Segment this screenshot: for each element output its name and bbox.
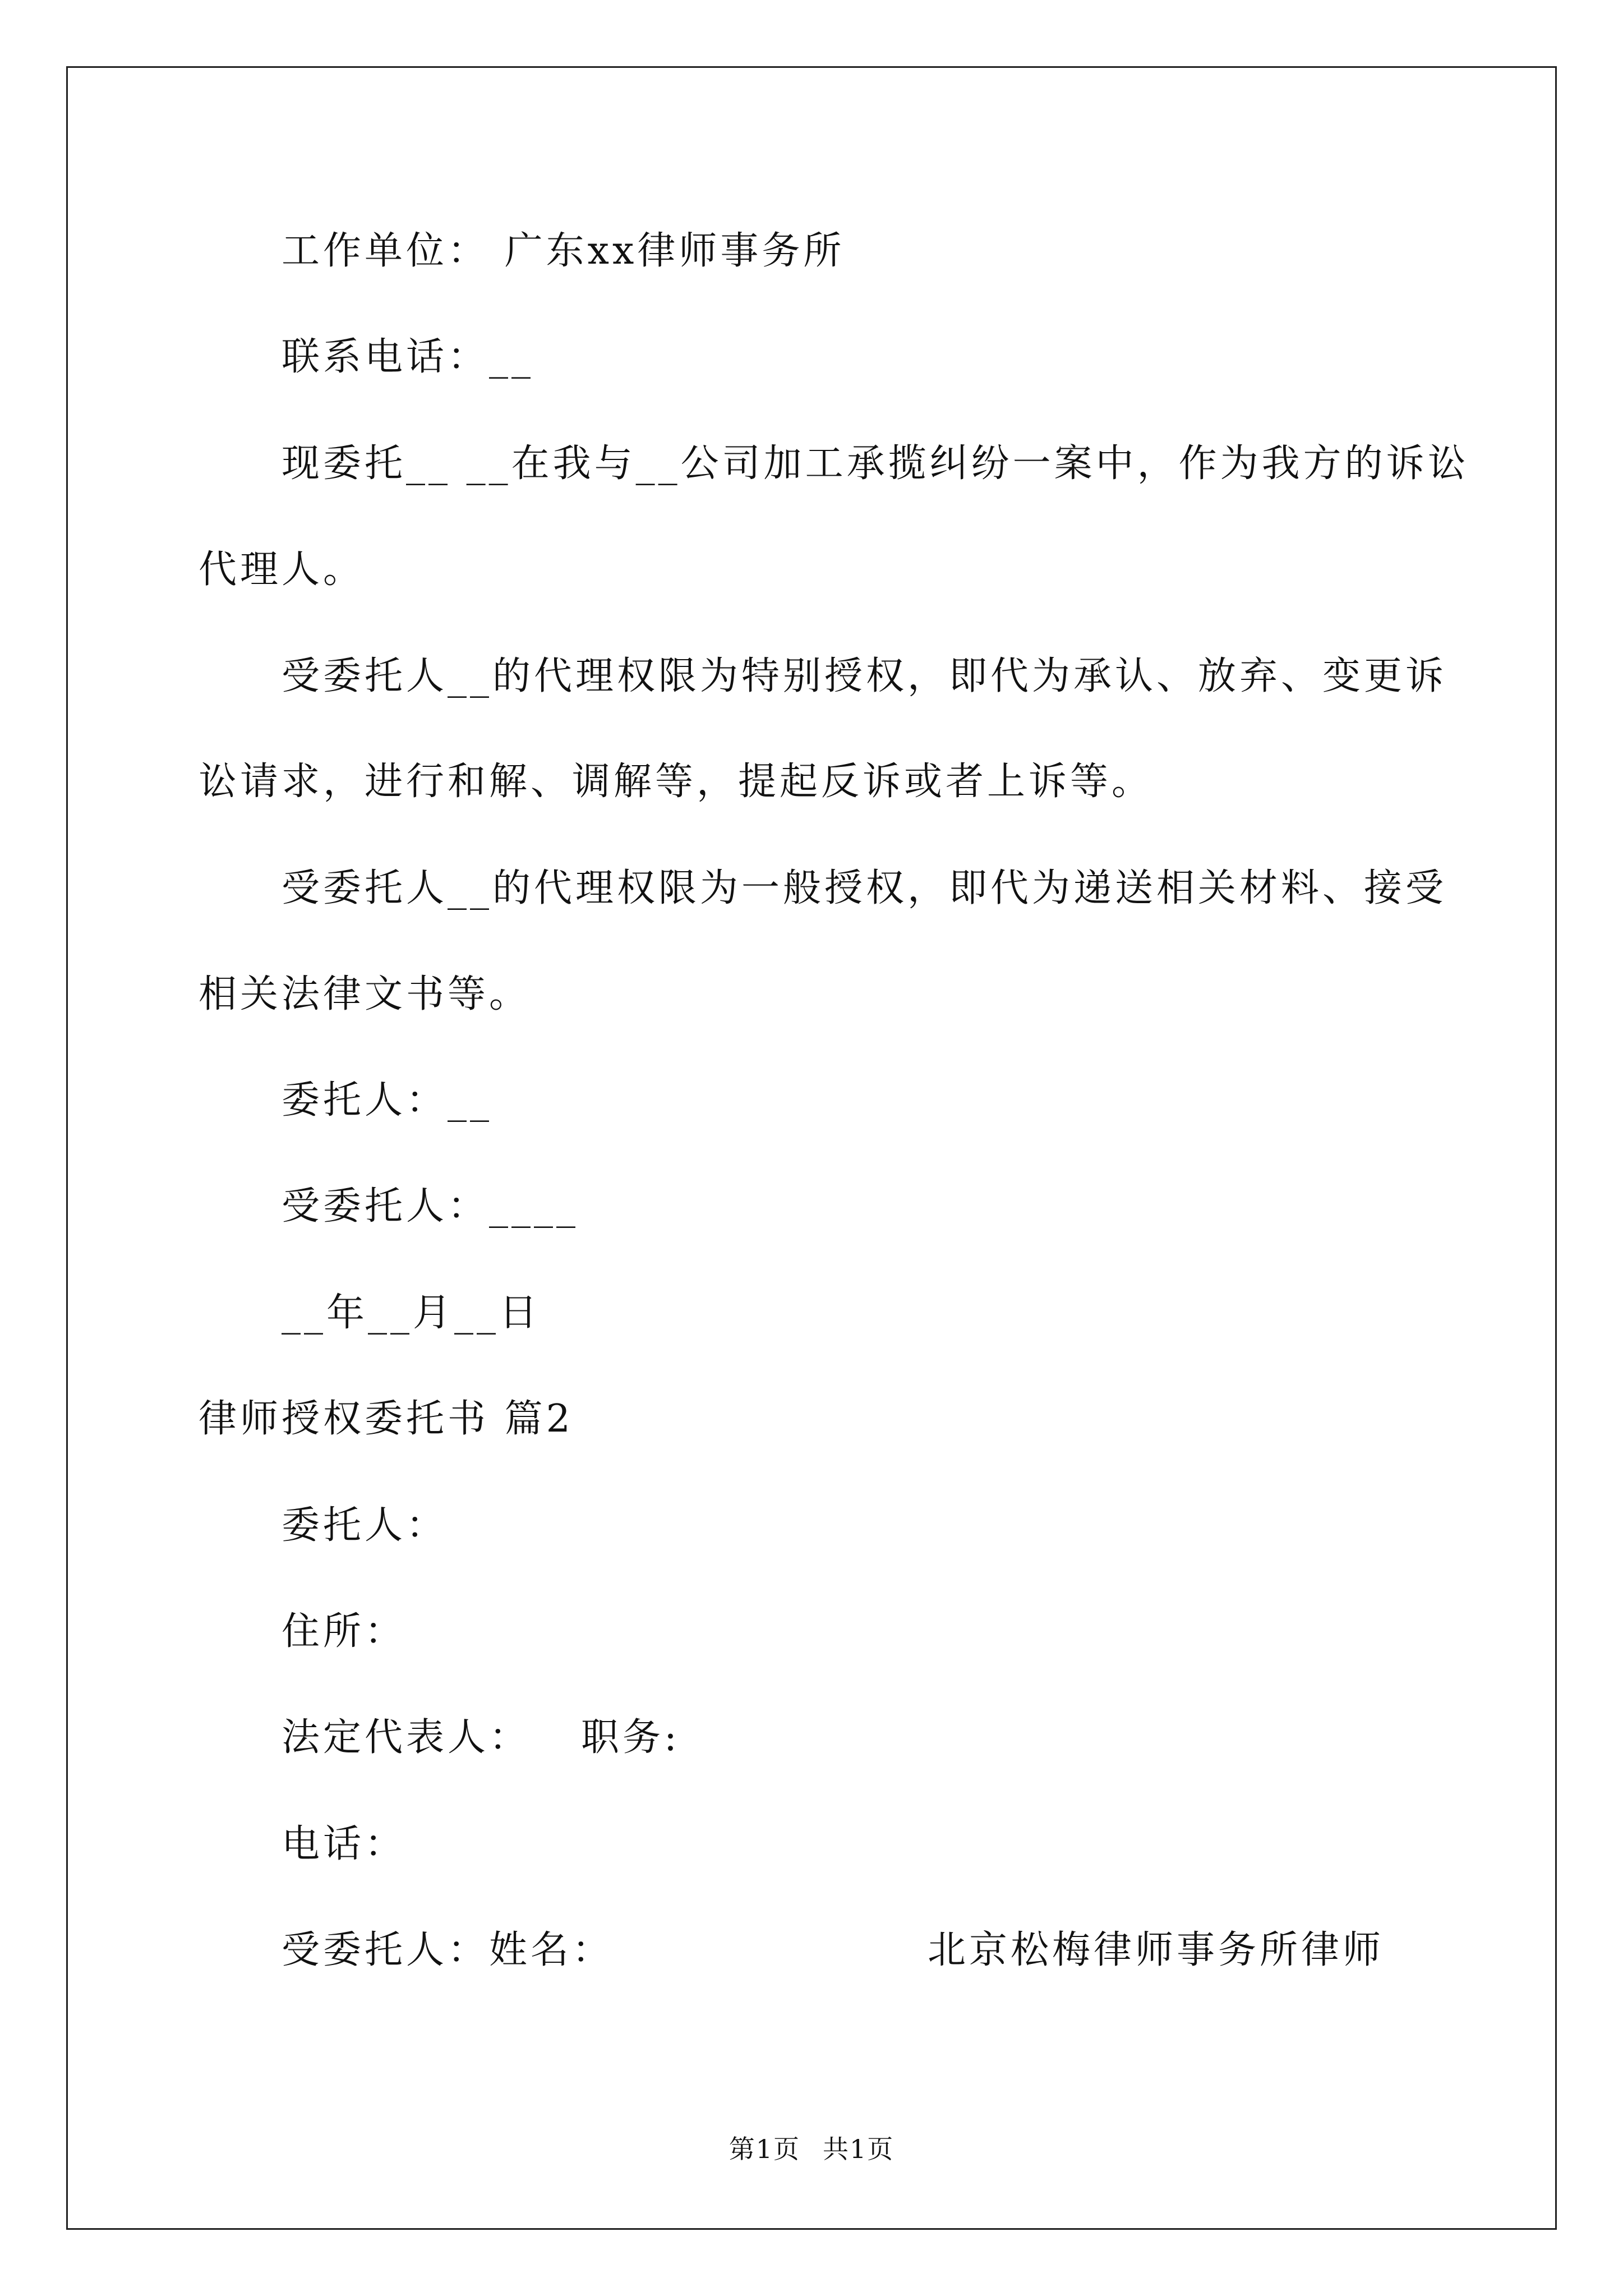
page-total: 共1页 — [823, 2134, 895, 2164]
law-firm-name: 北京松梅律师事务所律师 — [928, 1928, 1385, 1972]
general-authority-line-1: 受委托人__的代理权限为一般授权，即代为递送相关材料、接受 — [282, 866, 1447, 910]
legal-rep-line — [282, 1715, 680, 1760]
page-number: 第1页 — [728, 2134, 800, 2164]
principal-label: 委托人： — [282, 1503, 448, 1548]
agent-name-label: 受委托人：姓名： — [282, 1928, 614, 1972]
principal-line: 委托人：__ — [282, 1078, 493, 1122]
legal-rep-label: 法定代表人： — [282, 1715, 531, 1760]
residence-label: 住所： — [282, 1609, 407, 1654]
date-line: __年__月__日 — [282, 1291, 541, 1335]
position-label: 职务: — [581, 1715, 680, 1760]
entrust-paragraph-line-1: 现委托__ __在我与__公司加工承揽纠纷一案中，作为我方的诉讼 — [282, 441, 1469, 486]
special-authority-line-2: 讼请求，进行和解、调解等，提起反诉或者上诉等。 — [199, 760, 1154, 804]
section-heading: 律师授权委托书 篇2 — [199, 1397, 574, 1441]
work-unit-line: 工作单位： 广东xx律师事务所 — [282, 229, 845, 273]
page-footer — [0, 2136, 1623, 2162]
phone-label: 电话： — [282, 1822, 407, 1866]
contact-phone-line: 联系电话：__ — [282, 335, 534, 379]
general-authority-line-2: 相关法律文书等。 — [199, 972, 531, 1016]
agent-line: 受委托人：____ — [282, 1184, 579, 1228]
page-border — [66, 66, 1557, 2230]
agent-name-line — [282, 1928, 1385, 1972]
entrust-paragraph-line-2: 代理人。 — [199, 547, 365, 592]
special-authority-line-1: 受委托人__的代理权限为特别授权，即代为承认、放弃、变更诉 — [282, 654, 1447, 698]
